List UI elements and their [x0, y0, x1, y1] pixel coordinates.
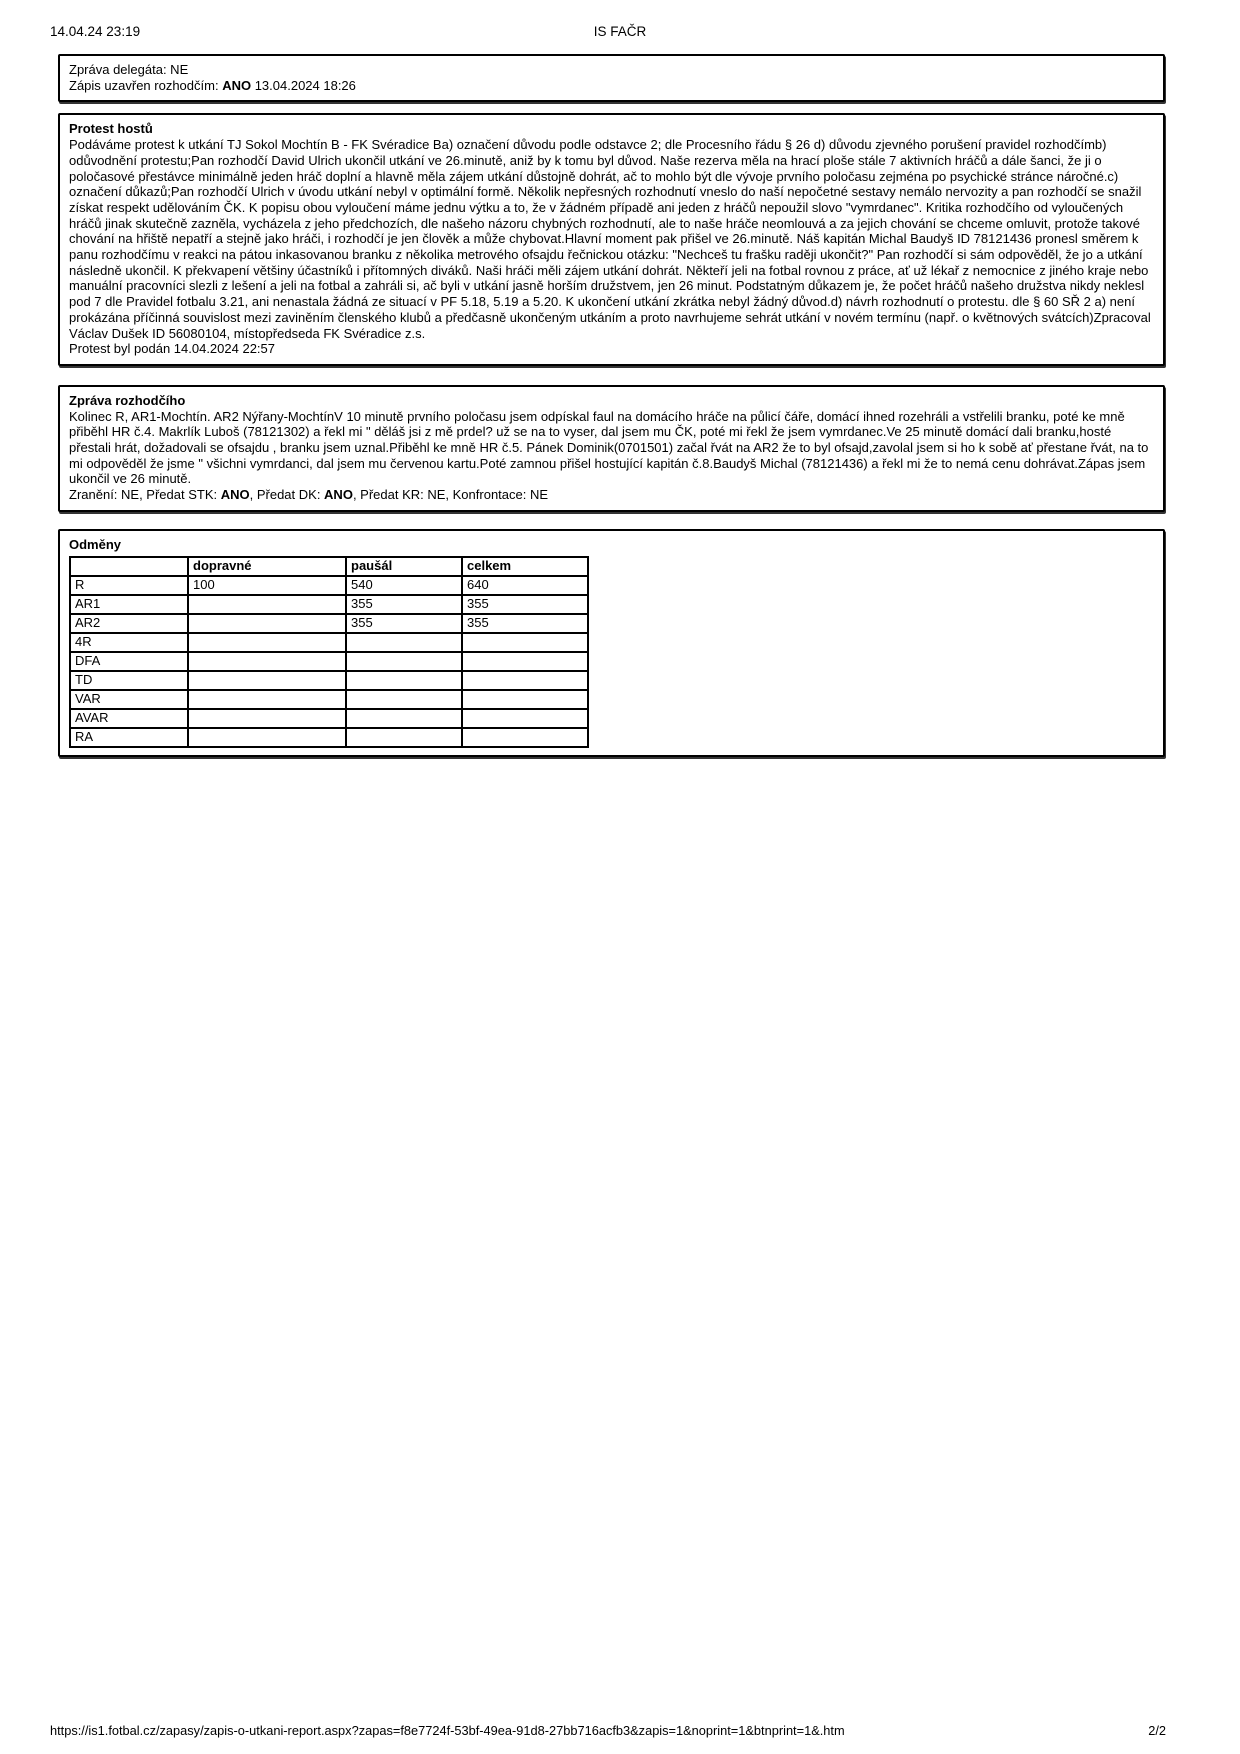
page-title: IS FAČR: [593, 24, 647, 39]
summary-kr-konfrontace-label: , Předat KR: NE, Konfrontace: NE: [352, 487, 549, 503]
protest-title: Protest hostů: [69, 121, 153, 137]
row-label: AR2: [70, 614, 188, 633]
row-label: R: [70, 576, 188, 595]
referee-report-body: Kolinec R, AR1-Mochtín. AR2 Nýřany-MochtínV 10 minutě prvního poločasu jsem odpískal faul na domácího hráče na půlicí čáře, domácí ihned rozehráli a vstřelili branku, poté ke mně přiběhl HR č.4. Makrlík Luboš (78121302) a řekl mi " děláš jsi z mě prdel? už se na to vyser, dal jsem mu ČK, poté mi řekl že jsem vymrdanec.Ve 25 minutě domácí dali branku,hosté přestali hrát, dožadovali se ofsajdu , branku jsem uznal.Přiběhl ke mně HR č.5. Pánek Dominik(0701501) začal řvát na AR2 že to byl ofsajd,zavolal jsem si ho k sobě ať přestane řvát, na to mi odpověděl že jsme " všichni vymrdanci, dal jsem mu červenou kartu.Poté zamnou přišel hostující kapitán č.8.Baudyš Michal (78121436) a řekl mi že to nemá cenu dohrávat.Zápas jsem ukončil ve 26 minutě.: [69, 408, 1149, 487]
table-row-dfa: [70, 652, 588, 671]
cell-pausal: [346, 728, 462, 747]
cell-pausal: 540: [346, 576, 462, 595]
cell-dopravne: [188, 633, 346, 652]
table-row-4r: [70, 633, 588, 652]
rewards-title: Odměny: [69, 536, 122, 552]
print-datetime: 14.04.24 23:19: [50, 24, 141, 39]
cell-dopravne: [188, 595, 346, 614]
source-url: https://is1.fotbal.cz/zapasy/zapis-o-utkani-report.aspx?zapas=f8e7724f-53bf-49ea-91d8-27bb716acfb3&zapis=1&noprint=1&btnprint=1&.htm: [50, 1723, 845, 1738]
closure-date: 13.04.2024 18:26: [251, 77, 356, 93]
rewards-col-dopravne: dopravné: [188, 557, 346, 576]
cell-dopravne: [188, 671, 346, 690]
cell-celkem: [462, 671, 588, 690]
row-label: AVAR: [70, 709, 188, 728]
summary-dk-value: ANO: [324, 487, 353, 503]
cell-celkem: [462, 652, 588, 671]
cell-dopravne: [188, 690, 346, 709]
row-label: DFA: [70, 652, 188, 671]
table-row-var: [70, 690, 588, 709]
rewards-col-celkem: celkem: [462, 557, 588, 576]
table-row-td: [70, 671, 588, 690]
cell-dopravne: [188, 728, 346, 747]
cell-pausal: [346, 690, 462, 709]
cell-dopravne: [188, 614, 346, 633]
table-row-r: [70, 576, 588, 595]
table-row-ra: [70, 728, 588, 747]
cell-pausal: [346, 671, 462, 690]
print-header: [50, 24, 1190, 42]
table-row-ar2: [70, 614, 588, 633]
cell-celkem: [462, 709, 588, 728]
cell-celkem: 355: [462, 595, 588, 614]
protest-submitted-line: Protest byl podán 14.04.2024 22:57: [69, 341, 275, 357]
closure-label: Zápis uzavřen rozhodčím:: [69, 77, 223, 93]
closure-status-box: [58, 54, 1165, 102]
cell-celkem: 640: [462, 576, 588, 595]
print-footer: [50, 1723, 1166, 1738]
cell-dopravne: [188, 709, 346, 728]
row-label: AR1: [70, 595, 188, 614]
row-label: 4R: [70, 633, 188, 652]
referee-report-title: Zpráva rozhodčího: [69, 392, 186, 408]
closure-value: ANO: [222, 77, 252, 93]
referee-summary-line: [69, 487, 1154, 503]
summary-stk-value: ANO: [220, 487, 250, 503]
summary-dk-label: , Předat DK:: [249, 487, 325, 503]
cell-celkem: 355: [462, 614, 588, 633]
cell-celkem: [462, 633, 588, 652]
cell-celkem: [462, 728, 588, 747]
page-number: 2/2: [1148, 1723, 1166, 1738]
rewards-box: [58, 529, 1165, 757]
delegate-report-line: Zpráva delegáta: NE: [69, 62, 189, 77]
rewards-col-pausal: paušál: [346, 557, 462, 576]
guest-protest-box: [58, 113, 1165, 366]
protest-body: Podáváme protest k utkání TJ Sokol Mochtín B - FK Svéradice Ba) označení důvodu podle odstavce 2; dle Procesního řádu § 26 d) důvodu zjevného porušení pravidel rozhodčímb) odůvodnění protestu;Pan rozhodčí David Ulrich ukončil utkání ve 26.minutě, aniž by k tomu byl důvod. Naše rezerva měla na hrací ploše stále 7 aktivních hráčů a dále šanci, že ji o poločasové přestávce minimálně jeden hráč doplní a hlavně měla zájem utkání důstojně dohrát, ač to mohlo být dle vývoje prvního poločasu zejména po psychické stránce náročné.c) označení důkazů;Pan rozhodčí Ulrich v úvodu utkání nebyl v optimální formě. Několik nepřesných rozhodnutí vneslo do naší nepočetné sestavy nemálo nervozity a pan rozhodčí se snažil získat respekt udělováním ČK. K popisu obou vyloučení máme jednu výtku a to, že v žádném případě ani jeden z hráčů nepoužil slovo "vymrdanec". Kritika rozhodčího od vyloučených hráčů jinak skutečně zazněla, vycházela z jeho předchozích, dle našeho názoru chybných rozhodnutí, ale to naše hráče neomlouvá a za jejich chování se chceme omluvit, protože takové chování na hřiště nepatří a stejně jako hráči, i rozhodčí je jen člověk a může chybovat.Hlavní moment pak přišel ve 26.minutě. Náš kapitán Michal Baudyš ID 78121436 pronesl směrem k panu rozhodčímu v reakci na pátou inkasovanou branku z několika metrového ofsajdu řečnickou otázku: "Nechceš tu frašku raději ukončit?" Pan rozhodčí si sám odpověděl, že jo a utkání následně ukončil. K překvapení většiny účastníků i přítomných diváků. Naši hráči měli zájem utkání dohrát. Někteří jeli na fotbal rovnou z práce, ať už lékař z nemocnice z jiného kraje nebo manuální pracovníci slezli z lešení a jeli na fotbal a zahráli si, ač byli v utkání jasně horším družstvem, jen 26 minut. Podstatným důkazem je, že počet hráčů našeho družstva nikdy neklesl pod 7 dle Pravidel fotbalu 3.21, ani nenastala žádná ze situací v PF 5.18, 5.19 a 5.20. K ukončení utkání zkrátka nebyl žádný důvod.d) návrh rozhodnutí o protestu. dle § 60 SŘ 2 a) není prokázána příčinná souvislost mezi zaviněním členského klubů a předčasně ukončeným utkáním a proto navrhujeme sehrát utkání v novém termínu (např. o květnových svátcích)Zpracoval Václav Dušek ID 56080104, místopředseda FK Svéradice z.s.: [69, 137, 1151, 341]
rewards-col-blank: [70, 557, 188, 576]
cell-dopravne: 100: [188, 576, 346, 595]
referee-report-box: [58, 385, 1165, 512]
summary-injuries-stk-label: Zranění: NE, Předat STK:: [69, 487, 221, 503]
cell-pausal: 355: [346, 595, 462, 614]
table-row-ar1: [70, 595, 588, 614]
cell-pausal: 355: [346, 614, 462, 633]
row-label: RA: [70, 728, 188, 747]
row-label: TD: [70, 671, 188, 690]
report-content: [58, 54, 1165, 757]
cell-dopravne: [188, 652, 346, 671]
closure-line: [69, 78, 1154, 94]
rewards-table: [69, 556, 589, 748]
cell-celkem: [462, 690, 588, 709]
row-label: VAR: [70, 690, 188, 709]
table-row-avar: [70, 709, 588, 728]
cell-pausal: [346, 709, 462, 728]
cell-pausal: [346, 652, 462, 671]
rewards-header-row: [70, 557, 588, 576]
cell-pausal: [346, 633, 462, 652]
